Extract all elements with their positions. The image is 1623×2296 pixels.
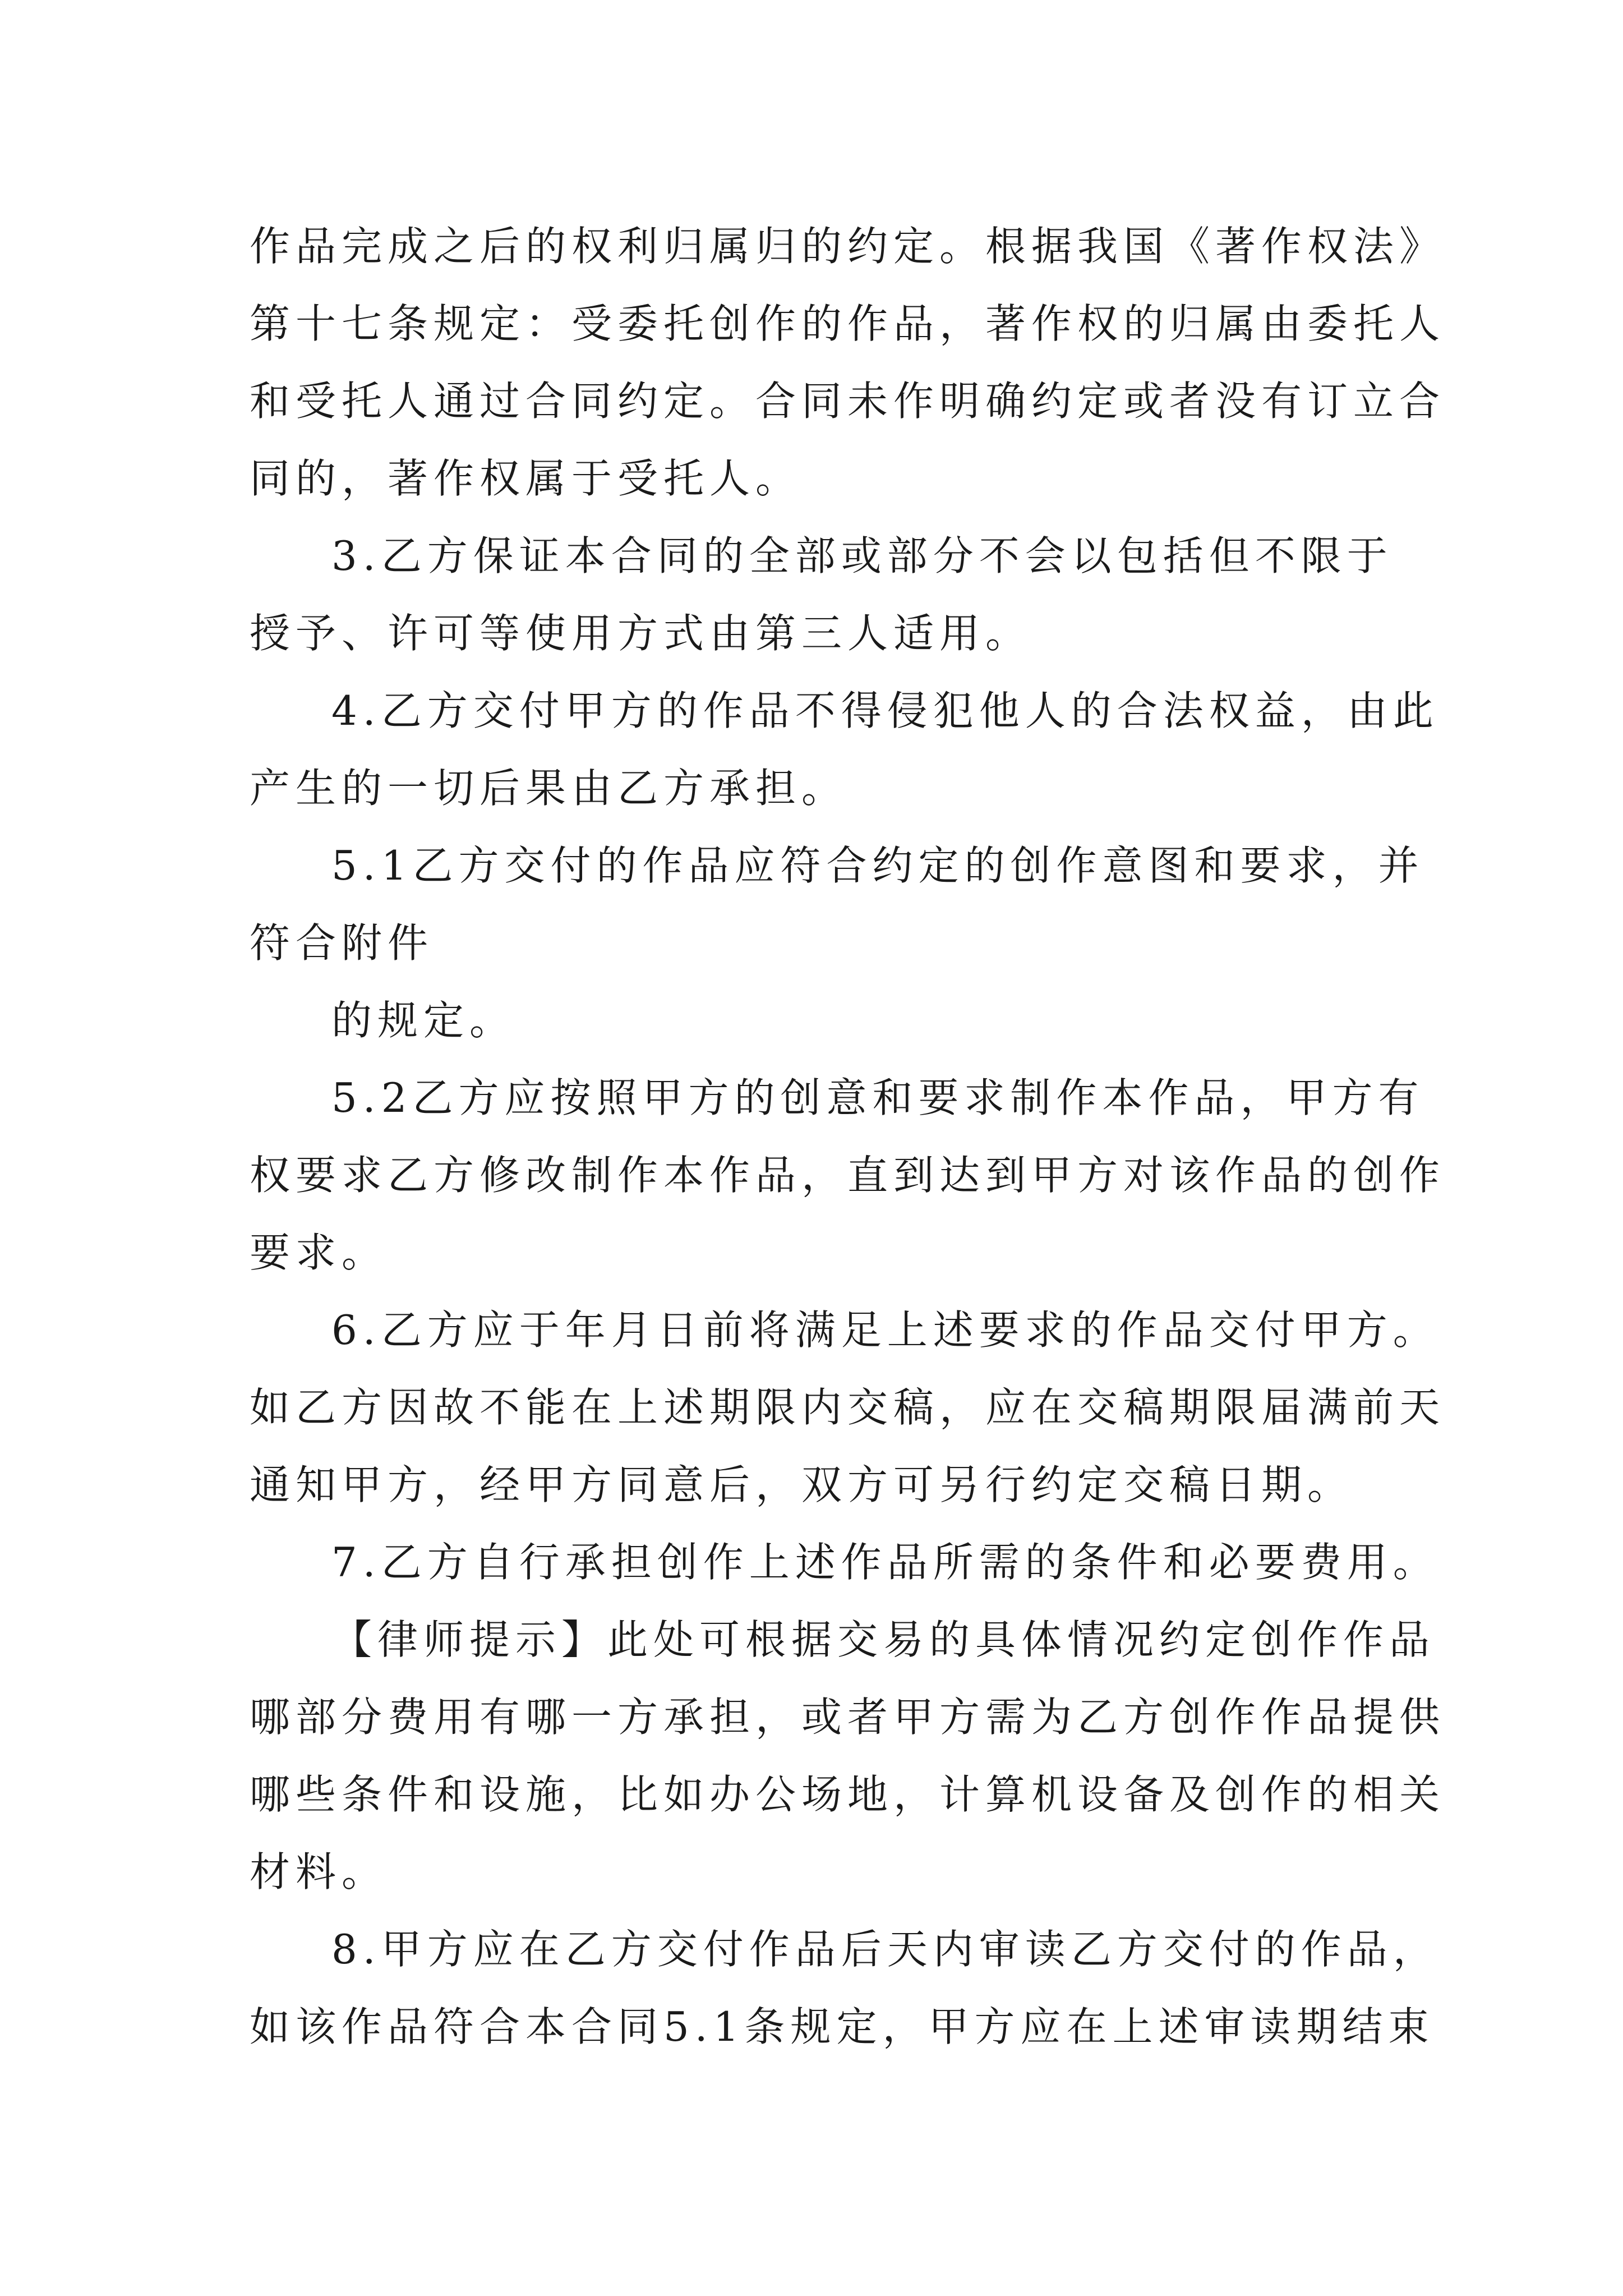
text-line: 4.乙方交付甲方的作品不得侵犯他人的合法权益，由此 — [331, 687, 1439, 734]
text-line: 要求。 — [250, 1229, 388, 1276]
text-line: 如乙方因故不能在上述期限内交稿，应在交稿期限届满前天 — [250, 1384, 1446, 1431]
text-line: 通知甲方，经甲方同意后，双方可另行约定交稿日期。 — [250, 1461, 1354, 1508]
text-line: 7.乙方自行承担创作上述作品所需的条件和必要费用。 — [331, 1539, 1439, 1586]
text-line: 授予、许可等使用方式由第三人适用。 — [250, 610, 1032, 657]
text-line: 和受托人通过合同约定。合同未作明确约定或者没有订立合 — [250, 378, 1446, 425]
text-line: 5.1乙方交付的作品应符合约定的创作意图和要求，并 — [331, 842, 1424, 889]
text-line: 【律师提示】此处可根据交易的具体情况约定创作作品 — [331, 1616, 1436, 1663]
text-line: 产生的一切后果由乙方承担。 — [250, 765, 848, 812]
text-line: 同的，著作权属于受托人。 — [250, 455, 802, 502]
text-line: 第十七条规定：受委托创作的作品，著作权的归属由委托人 — [250, 300, 1446, 347]
document-body — [250, 208, 1446, 2065]
text-line: 6.乙方应于年月日前将满足上述要求的作品交付甲方。 — [331, 1306, 1439, 1354]
text-line: 3.乙方保证本合同的全部或部分不会以包括但不限于 — [331, 532, 1393, 579]
text-line: 符合附件 — [250, 919, 434, 967]
text-line: 5.2乙方应按照甲方的创意和要求制作本作品，甲方有 — [331, 1074, 1424, 1121]
text-line: 哪部分费用有哪一方承担，或者甲方需为乙方创作作品提供 — [250, 1694, 1446, 1741]
text-line: 材料。 — [250, 1848, 388, 1895]
text-line: 如该作品符合本合同5.1条规定，甲方应在上述审读期结束 — [250, 2003, 1435, 2050]
text-line: 哪些条件和设施，比如办公场地，计算机设备及创作的相关 — [250, 1771, 1446, 1818]
text-line: 8.甲方应在乙方交付作品后天内审读乙方交付的作品， — [331, 1926, 1439, 1973]
text-line: 权要求乙方修改制作本作品，直到达到甲方对该作品的创作 — [250, 1152, 1446, 1199]
text-line: 作品完成之后的权利归属归的约定。根据我国《著作权法》 — [250, 223, 1446, 270]
text-line: 的规定。 — [331, 997, 516, 1044]
